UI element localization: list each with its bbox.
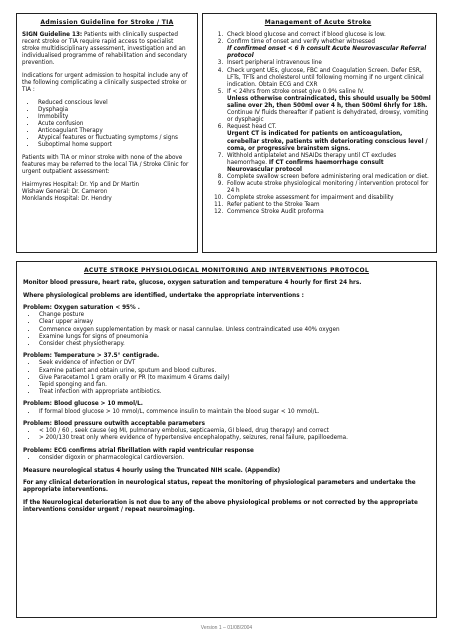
indication-item: • Atypical features or fluctuating symptoms / signs <box>36 135 192 142</box>
management-step: 2. Confirm time of onset and verify whether witnessed If confirmed onset < 6 h consult Acute Neurovascular Referral protocol <box>225 39 431 60</box>
action-item: • Give Paracetamol 1 gram orally or PR (to maximum 4 Grams daily) <box>37 375 430 382</box>
neuro-measure-instruction: Measure neurological status 4 hourly using the Truncated NIH scale. (Appendix) <box>23 467 281 474</box>
management-step: 10. Complete stroke assessment for impairment and disability <box>225 195 431 202</box>
protocol-title: ACUTE STROKE PHYSIOLOGICAL MONITORING AND INTERVENTIONS PROTOCOL <box>83 267 370 274</box>
referral-text: Patients with TIA or minor stroke with none of the above features may be referred to the local TIA / Stroke Clinic for urgent outpatient assessment: <box>22 155 189 176</box>
management-step: 11. Refer patient to the Stroke Team <box>225 202 431 209</box>
management-step: 7. Withhold antiplatelet and NSAIDs therapy until CT excludes haemorrhage. If CT confirms haemorrhage consult Neurovascular protocol <box>225 153 431 174</box>
problem-blood-pressure: Problem: Blood pressure outwith acceptable parameters • < 100 / 60 , seek cause (eg MI, pulmonary embolus, septicaemia, GI bleed, drug therapy) and correct • > 200/130 treat only where evidence of hypertensive encephalopathy, seizures, renal failure, papilloedema. <box>23 421 430 442</box>
problem-glucose: Problem: Blood glucose > 10 mmol/L. • If formal blood glucose > 10 mmol/L, commence insulin to maintain the blood sugar < 10 mmol/L. <box>23 401 430 415</box>
action-item: • Examine patient and obtain urine, sputum and blood cultures. <box>37 368 430 375</box>
indication-item: • Anticoagulant Therapy <box>36 128 192 135</box>
management-title: Management of Acute Stroke <box>264 19 372 26</box>
management-step: 3. Insert peripheral intravenous line <box>225 60 431 67</box>
action-item: • If formal blood glucose > 10 mmol/L, commence insulin to maintain the blood sugar < 10 mmol/L. <box>37 409 430 416</box>
clinical-deterioration-instruction: For any clinical deterioration in neurological status, repeat the monitoring of physiological parameters and undertake the appropriate interventions. <box>23 480 416 494</box>
action-item: • Tepid sponging and fan. <box>37 382 430 389</box>
neuroimaging-instruction: If the Neurological deterioration is not due to any of the above physiological problems or not corrected by the appropriate interventions consider urgent / repeat neuroimaging. <box>23 499 418 513</box>
management-step: 12. Commence Stroke Audit proforma <box>225 209 431 216</box>
clinic-line: Wishaw General: Dr. Cameron <box>22 188 108 195</box>
indication-item: • Reduced conscious level <box>36 100 192 107</box>
indications-intro: Indications for urgent admission to hospital include any of the following complicating a clinically suspected stroke or TIA : <box>22 73 188 94</box>
indications-list <box>22 100 192 150</box>
problem-oxygen: Problem: Oxygen saturation < 95% . • Change posture • Clear upper airway • Commence oxygen supplementation by mask or nasal cannulae. Unless contraindicated use 40% oxygen • Examine lungs for signs of pneumonia • Consider chest physiotherapy. <box>23 305 430 348</box>
management-step: 5. If < 24hrs from stroke onset give 0.9% saline IV. Unless otherwise contraindicated, this should usually be 500ml saline over 2h, then 500ml over 4 h, then 500ml 6hrly for 18h. Continue IV fluids thereafter if patient is dehydrated, drowsy, vomiting or dysphagic <box>225 89 431 124</box>
action-item: • Commence oxygen supplementation by mask or nasal cannulae. Unless contraindicated use 40% oxygen <box>37 327 430 334</box>
action-item: • < 100 / 60 , seek cause (eg MI, pulmonary embolus, septicaemia, GI bleed, drug therapy) and correct <box>37 428 430 435</box>
indication-item: • Acute confusion <box>36 121 192 128</box>
clinic-line: Monklands Hospital: Dr. Hendry <box>22 195 112 202</box>
action-item: • consider digoxin or pharmacological cardioversion. <box>37 455 430 462</box>
interventions-intro: Where physiological problems are identified, undertake the appropriate interventions : <box>23 292 304 299</box>
action-item: • Clear upper airway <box>37 319 430 326</box>
management-box <box>202 13 437 253</box>
management-step: 8. Complete swallow screen before administering oral medication or diet. <box>225 174 431 181</box>
management-steps <box>205 32 431 216</box>
indication-item: • Suboptimal home support <box>36 142 192 149</box>
monitor-instruction: Monitor blood pressure, heart rate, glucose, oxygen saturation and temperature 4 hourly for first 24 hrs. <box>23 280 362 287</box>
action-item: • Seek evidence of infection or DVT <box>37 360 430 367</box>
protocol-box <box>16 261 437 618</box>
problem-temperature: Problem: Temperature > 37.5° centigrade. • Seek evidence of infection or DVT • Examine patient and obtain urine, sputum and blood cultures. • Give Paracetamol 1 gram orally or PR (to maximum 4 Grams daily) • Tepid sponging and fan. • Treat infection with appropriate antibiotics. <box>23 353 430 396</box>
admission-guideline-title: Admission Guideline for Stroke / TIA <box>40 19 174 26</box>
management-step: 4. Check urgent UEs, glucose, FBC and Coagulation Screen. Defer ESR, LFTs, TFTs and cholesterol until following morning if no urgent clinical indication. Obtain ECG and CXR <box>225 68 431 89</box>
action-item: • > 200/130 treat only where evidence of hypertensive encephalopathy, seizures, renal failure, papilloedema. <box>37 435 430 442</box>
sign-guideline-label: SIGN Guideline 13: <box>22 32 83 39</box>
sign-guideline-text: Patients with clinically suspected recent stroke or TIA require rapid access to specialist stroke multidisciplinary assessment, investigation and an individualised programme of rehabilitation and secondary prevention. <box>22 32 188 67</box>
clinic-line: Hairmyres Hospital: Dr. Yip and Dr Martin <box>22 181 140 188</box>
action-item: • Consider chest physiotherapy. <box>37 341 430 348</box>
action-item: • Examine lungs for signs of pneumonia <box>37 334 430 341</box>
problem-ecg: Problem: ECG confirms atrial fibrillation with rapid ventricular response • consider digoxin or pharmacological cardioversion. <box>23 448 430 462</box>
indication-item: • Dysphagia <box>36 107 192 114</box>
action-item: • Change posture <box>37 312 430 319</box>
management-step: 9. Follow acute stroke physiological monitoring / intervention protocol for 24 h <box>225 181 431 195</box>
action-item: • Treat infection with appropriate antibiotics. <box>37 389 430 396</box>
sign-guideline-paragraph <box>22 32 192 67</box>
management-step: 1. Check blood glucose and correct if blood glucose is low. <box>225 32 431 39</box>
indication-item: • Immobility <box>36 114 192 121</box>
management-step: 6. Request head CT. Urgent CT is indicated for patients on anticoagulation, cerebellar stroke, patients with deteriorating conscious level / coma, or progressive brainstem signs. <box>225 124 431 152</box>
admission-guideline-box <box>16 13 198 253</box>
version-footer: Version 1 – 01/08/2004 <box>200 625 253 631</box>
